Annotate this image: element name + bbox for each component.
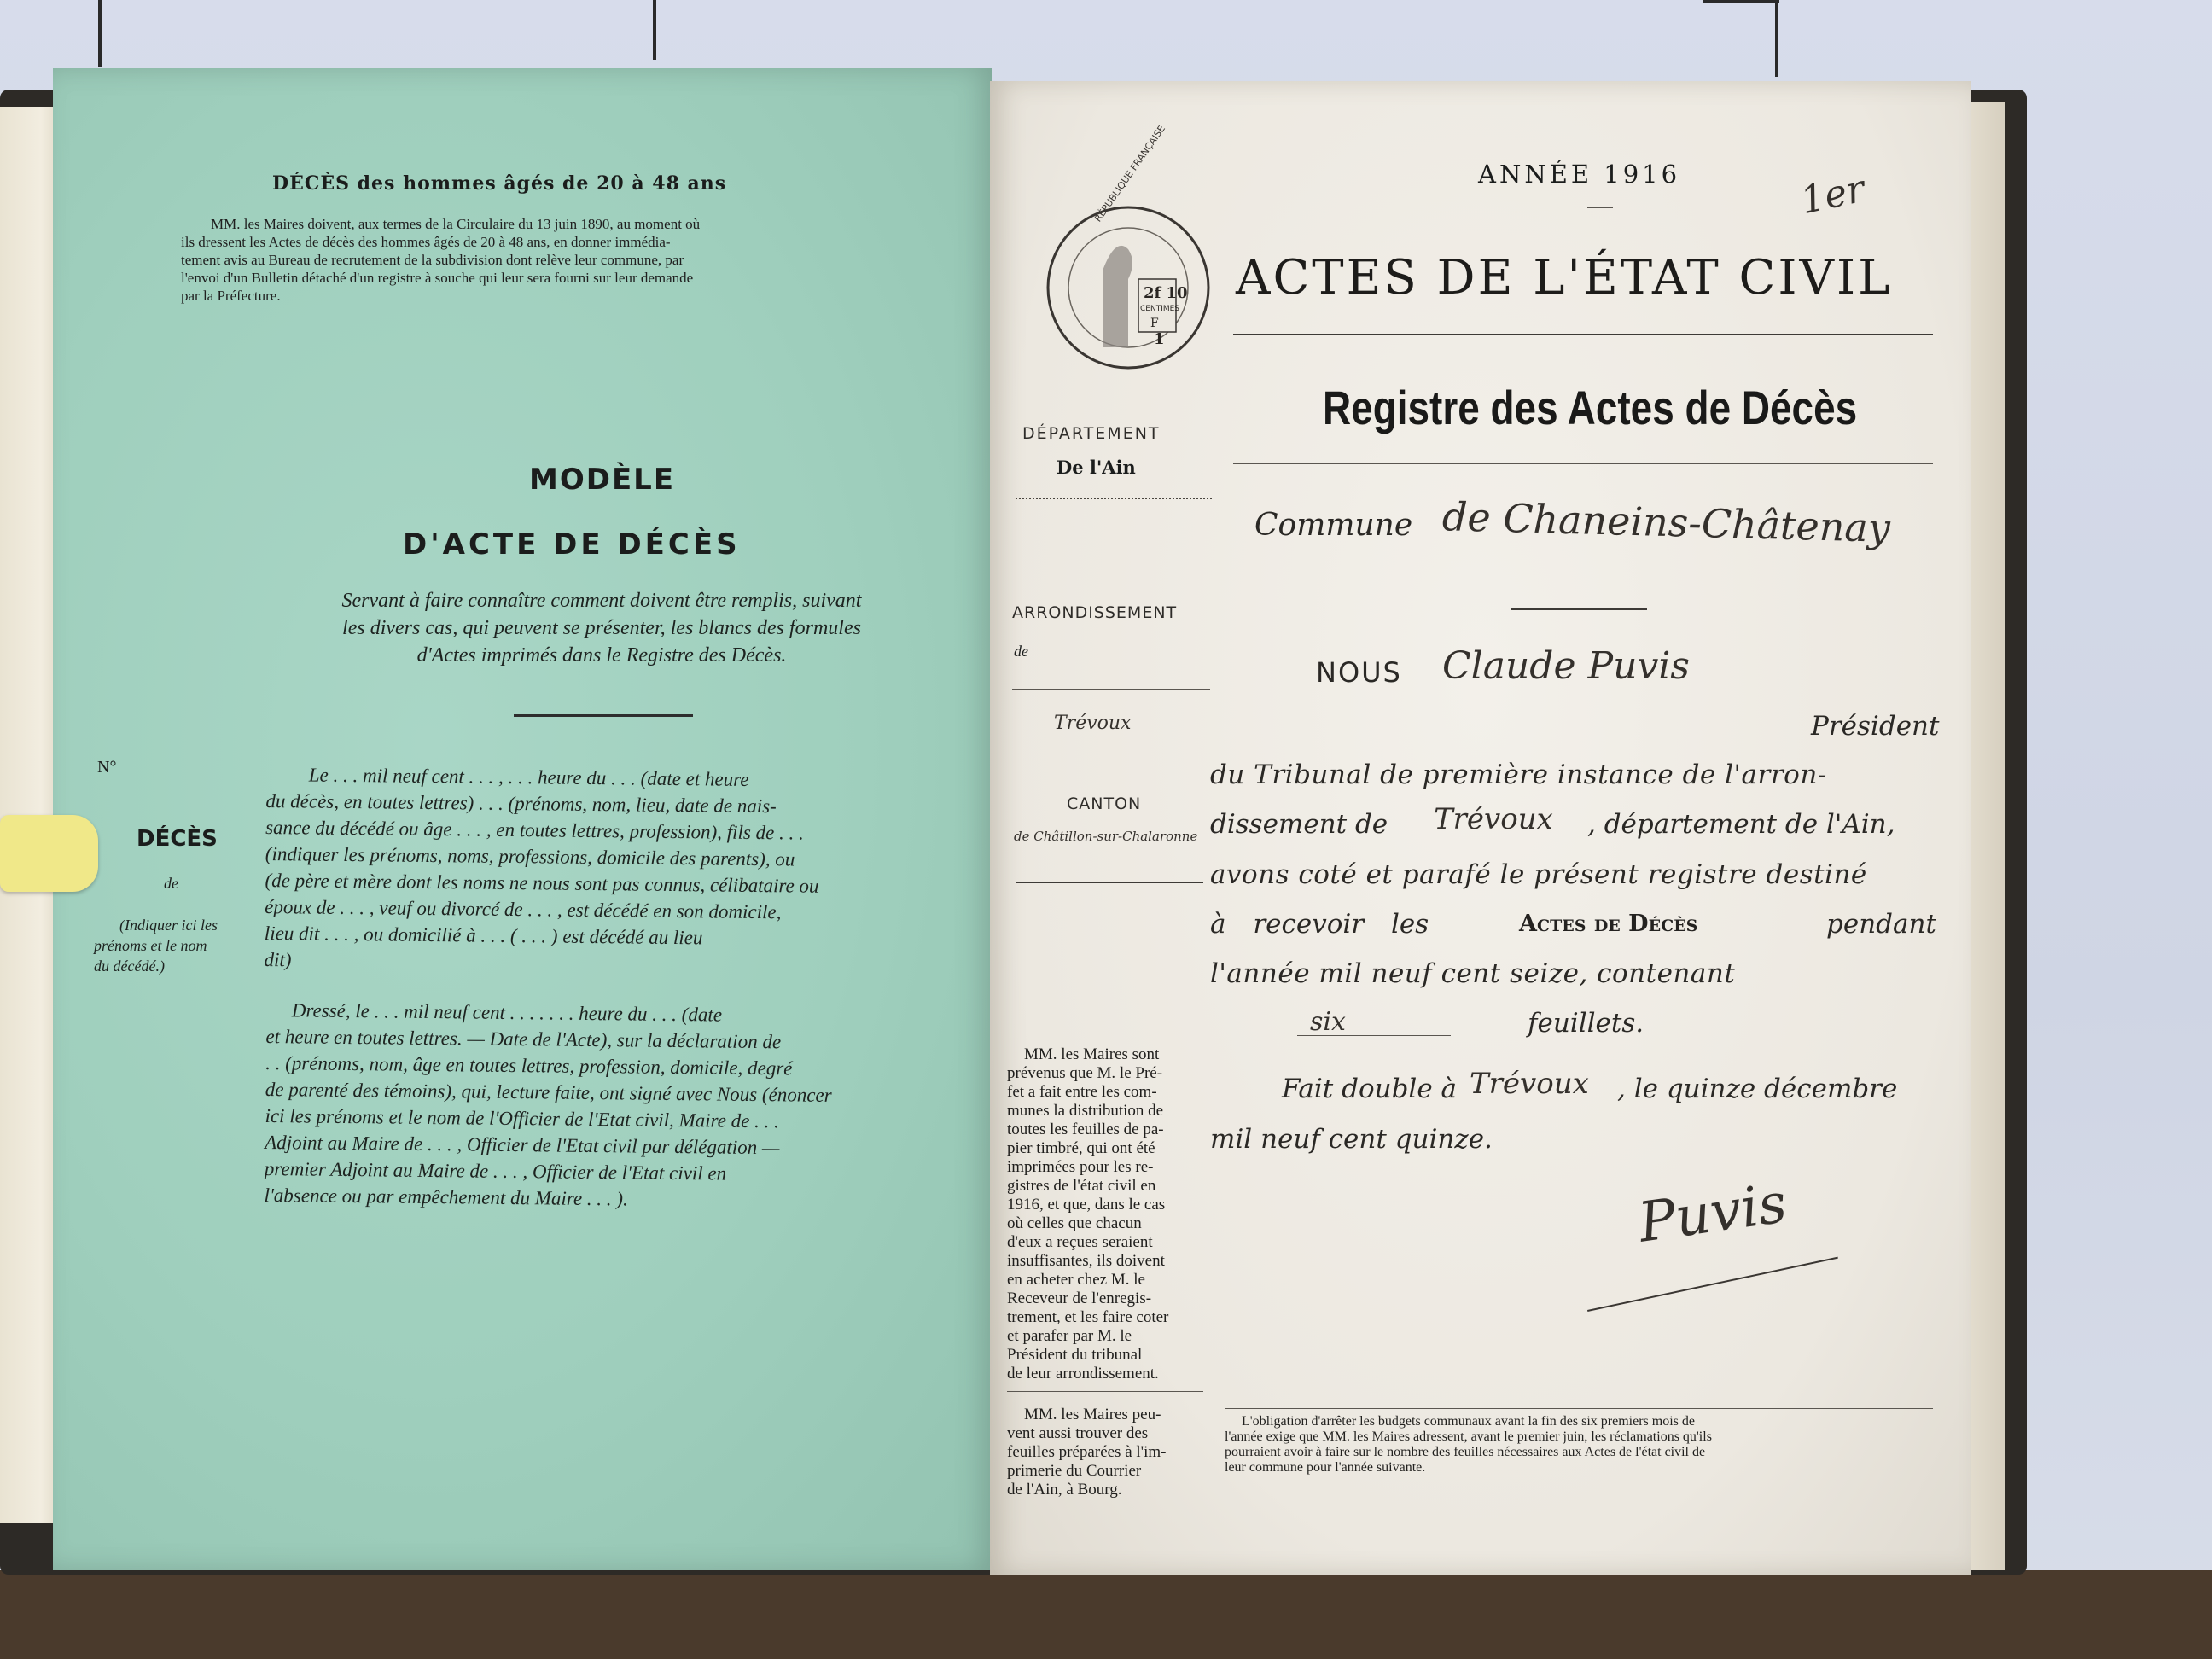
bottom-note-line: l'année exige que MM. les Maires adressent, avant le premier juin, les réclamations qu'ils [1225, 1429, 1712, 1444]
side-note-line: d'eux a reçues seraient [1007, 1233, 1153, 1251]
text-line: l'année mil neuf cent seize, contenant [1210, 958, 1736, 989]
canton-label: CANTON [1067, 795, 1142, 813]
side-note-rule [1007, 1391, 1203, 1392]
side-note-line: de leur arrondissement. [1007, 1365, 1159, 1382]
title-rule [1233, 334, 1933, 335]
margin-note-line: prénoms et le nom [94, 937, 207, 954]
side-note-line: pier timbré, qui ont été [1007, 1139, 1155, 1157]
side-note-line: prévenus que M. le Pré- [1007, 1064, 1163, 1082]
side-note-line: gistres de l'état civil en [1007, 1177, 1156, 1195]
margin-de-label: de [164, 875, 178, 892]
nous-label: NOUS [1316, 656, 1402, 689]
side-note-line: primerie du Courrier [1007, 1462, 1142, 1480]
body-line: l'absence ou par empêchement du Maire . . . ). [264, 1184, 628, 1210]
side-note-line: toutes les feuilles de pa- [1007, 1121, 1164, 1138]
text-line: pendant [1826, 909, 1936, 940]
text-line: avons coté et parafé le présent registre destiné [1210, 859, 1867, 890]
margin-note-line: (Indiquer ici les [119, 917, 218, 934]
body-line: . . (prénoms, nom, âge en toutes lettres, profession, domicile, degré [265, 1051, 793, 1080]
actes-deces-text: Actes de Décès [1519, 911, 1698, 937]
registre-rule [1233, 463, 1933, 464]
feuillets-value: six [1310, 1007, 1346, 1037]
side-note-line: trement, et les faire coter [1007, 1308, 1169, 1326]
notice-line: MM. les Maires doivent, aux termes de la Circulaire du 13 juin 1890, au moment où [211, 216, 701, 232]
right-page [990, 81, 1971, 1575]
text-line: du Tribunal de première instance de l'arron- [1210, 760, 1827, 790]
departement-rule [1016, 498, 1212, 499]
bottom-note-line: leur commune pour l'année suivante. [1225, 1460, 1426, 1475]
body-line: Le . . . mil neuf cent . . . , . . . heure du . . . (date et heure [308, 764, 749, 790]
left-page [53, 68, 992, 1570]
bottom-note [1225, 1414, 1941, 1476]
fait-text: Fait double à [1282, 1074, 1458, 1104]
ornament-rule [514, 714, 693, 717]
side-note-line: MM. les Maires sont [1024, 1045, 1160, 1063]
body-line: (indiquer les prénoms, noms, professions, domicile des parents), ou [265, 842, 795, 870]
signature: Puvis [1634, 1172, 1791, 1255]
side-note-line: Président du tribunal [1007, 1346, 1143, 1364]
stamp-legend: RÉPUBLIQUE FRANÇAISE [1092, 123, 1168, 224]
commune-value: de Chaneins-Châtenay [1441, 493, 1891, 551]
side-note-line: où celles que chacun [1007, 1214, 1142, 1232]
arrondissement-label: ARRONDISSEMENT [1012, 603, 1178, 622]
arrondissement-rule [1012, 689, 1210, 690]
body-line: ici les prénoms et le nom de l'Officier de l'Etat civil, Maire de . . . [265, 1104, 780, 1132]
notice-line: par la Préfecture. [181, 288, 281, 304]
body-line: époux de . . . , veuf ou divorcé de . . . , est décédé en son domicile, [265, 895, 782, 923]
background-line [653, 0, 656, 60]
body-line: et heure en toutes lettres. — Date de l'Acte), sur la déclaration de [265, 1025, 782, 1053]
fait-lieu: Trévoux [1470, 1067, 1589, 1101]
background-line [1775, 0, 1778, 77]
notice-line: ils dressent les Actes de décès des hommes âgés de 20 à 48 ans, en donner immédia- [181, 234, 671, 250]
side-note-line: de l'Ain, à Bourg. [1007, 1481, 1122, 1499]
left-header-title: DÉCÈS des hommes âgés de 20 à 48 ans [272, 172, 727, 195]
bottom-note-rule [1225, 1408, 1933, 1409]
arrondissement-de: de [1014, 643, 1028, 660]
folio-mark: 1er [1796, 166, 1869, 224]
body-line: du décès, en toutes lettres) . . . (prénoms, nom, lieu, date de nais- [265, 789, 777, 818]
stamp-one: 1 [1154, 330, 1165, 348]
stamp-f: F [1150, 317, 1159, 330]
feuillets-label: feuillets. [1528, 1008, 1644, 1039]
canton-value: de Châtillon-sur-Chalaronne [1014, 829, 1198, 844]
margin-number-label: N° [97, 758, 117, 777]
table-surface [0, 1570, 2212, 1659]
side-note-line: feuilles préparées à l'im- [1007, 1443, 1167, 1461]
year-header: ANNÉE 1916 [1478, 160, 1681, 189]
text-line: , département de l'Ain, [1587, 809, 1895, 840]
intro-line: les divers cas, qui peuvent se présenter, les blancs des formules [342, 617, 861, 639]
feuillets-rule [1297, 1035, 1451, 1036]
model-body-paragraph-1 [264, 761, 1017, 981]
side-note-line: en acheter chez M. le [1007, 1271, 1145, 1289]
text-line: à recevoir les [1210, 909, 1429, 940]
model-intro [265, 587, 939, 669]
paper-clip [0, 815, 98, 892]
left-header-notice [181, 215, 936, 305]
margin-note-line: du décédé.) [94, 958, 165, 975]
stamp-value: 2f 10 [1144, 284, 1188, 302]
fait-text: mil neuf cent quinze. [1210, 1124, 1493, 1155]
side-note-line: MM. les Maires peu- [1024, 1406, 1161, 1423]
background-line [1703, 0, 1779, 3]
side-note-line: et parafer par M. le [1007, 1327, 1132, 1345]
signature-flourish [1587, 1257, 1838, 1312]
side-note-line: fet a fait entre les com- [1007, 1083, 1157, 1101]
intro-line: d'Actes imprimés dans le Registre des Décès. [416, 644, 787, 667]
text-line: dissement de [1210, 809, 1388, 840]
president-text: Président [1811, 711, 1940, 742]
commune-ornament [1511, 608, 1647, 610]
body-line: Adjoint au Maire de . . . , Officier de l'Etat civil par délégation — [265, 1131, 780, 1159]
year-underline [1587, 207, 1613, 208]
side-note-line: munes la distribution de [1007, 1102, 1164, 1120]
body-line: lieu dit . . . , ou domicilié à . . . ( . . . ) est décédé au lieu [264, 922, 703, 949]
fait-text: , le quinze décembre [1617, 1074, 1898, 1104]
model-title: MODÈLE [529, 463, 676, 497]
departement-label: DÉPARTEMENT [1022, 424, 1161, 443]
intro-line: Servant à faire connaître comment doivent être remplis, suivant [341, 590, 862, 612]
fiscal-stamp-icon [1043, 202, 1214, 373]
bottom-note-line: pourraient avoir à faire sur le nombre des feuilles nécessaires aux Actes de l'état civil de [1225, 1445, 1706, 1459]
body-line: de parenté des témoins), qui, lecture faite, ont signé avec Nous (énoncer [265, 1078, 832, 1106]
notice-line: l'envoi d'un Bulletin détaché d'un registre à souche qui leur sera fourni sur leur demande [181, 270, 694, 286]
model-subtitle: D'ACTE DE DÉCÈS [403, 527, 741, 562]
main-title: ACTES DE L'ÉTAT CIVIL [1236, 250, 1893, 306]
side-note-line: 1916, et que, dans le cas [1007, 1196, 1166, 1214]
background-line [98, 0, 102, 67]
side-note-line: vent aussi trouver des [1007, 1424, 1149, 1442]
bottom-note-line: L'obligation d'arrêter les budgets communaux avant la fin des six premiers mois de [1242, 1414, 1695, 1429]
side-note-line: Receveur de l'enregis- [1007, 1289, 1152, 1307]
nous-value: Claude Puvis [1442, 644, 1690, 688]
body-line: sance du décédé ou âge . . . , en toutes lettres, profession), fils de . . . [265, 816, 804, 844]
commune-label: Commune [1254, 508, 1413, 543]
arrondissement-value: Trévoux [1054, 713, 1132, 734]
body-line: dit) [264, 948, 292, 971]
stamp-centimes: CENTIMES [1140, 305, 1180, 313]
side-note-timbre [1007, 1045, 1212, 1383]
side-note-line: insuffisantes, ils doivent [1007, 1252, 1165, 1270]
body-line: (de père et mère dont les noms ne nous sont pas connus, célibataire ou [265, 869, 819, 897]
body-line: Dressé, le . . . mil neuf cent . . . . . . . heure du . . . (date [291, 999, 723, 1026]
departement-value: De l'Ain [1057, 457, 1136, 478]
registre-title: Registre des Actes de Décès [1323, 381, 1858, 434]
margin-deces-label: DÉCÈS [137, 826, 218, 852]
body-line: premier Adjoint au Maire de . . . , Officier de l'Etat civil en [264, 1157, 727, 1185]
model-body-paragraph-2 [264, 997, 1017, 1216]
arrondissement-handwritten: Trévoux [1434, 802, 1553, 836]
canton-rule [1016, 882, 1203, 883]
side-note-line: imprimées pour les re- [1007, 1158, 1154, 1176]
side-note-imprimerie [1007, 1406, 1212, 1499]
margin-note [94, 915, 218, 976]
notice-line: tement avis au Bureau de recrutement de la subdivision dont relève leur commune, par [181, 252, 684, 268]
